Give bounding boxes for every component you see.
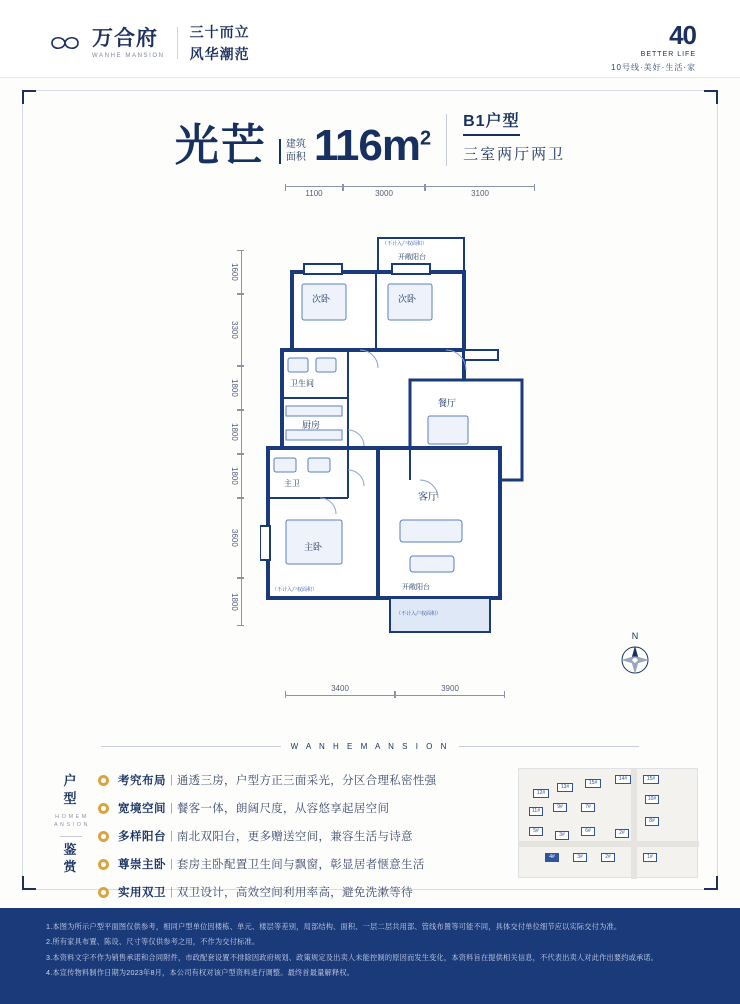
site-block[interactable]: 7# — [581, 803, 595, 812]
compass-rose — [615, 631, 655, 682]
title-divider — [446, 114, 447, 166]
feature-title: 考究布局 — [118, 775, 166, 787]
site-block[interactable]: 3# — [555, 831, 569, 840]
brand-tagline-cn: 10号线·美好·生活·家 — [611, 63, 696, 72]
site-block[interactable]: 10# — [645, 795, 659, 804]
site-block[interactable]: 14# — [615, 775, 631, 784]
frame-corner-bottom-right — [704, 876, 718, 890]
site-block[interactable]: 13# — [557, 783, 573, 792]
features-label-bar — [60, 836, 82, 837]
area-superscript: 2 — [419, 127, 431, 150]
dim-left-2: 1800 — [230, 366, 242, 410]
area-label — [279, 139, 306, 164]
site-block[interactable]: 15# — [585, 779, 601, 788]
site-block[interactable]: 11# — [529, 807, 543, 816]
footer-disclaimer — [0, 908, 740, 1004]
feature-title: 多样阳台 — [118, 831, 166, 843]
room-label-living: 客厅 — [418, 492, 438, 503]
site-block[interactable]: 8# — [645, 817, 659, 826]
site-map — [518, 768, 698, 878]
features-list — [98, 772, 478, 912]
features-label-en-1: H O M E M A N S I O N — [54, 814, 88, 829]
unit-info — [463, 108, 565, 164]
dimension-column-left — [230, 250, 252, 626]
dimension-row-bottom — [285, 684, 535, 696]
dim-top-0: 1100 — [285, 186, 343, 198]
feature-item — [98, 884, 478, 900]
bullet-icon — [98, 887, 109, 898]
logo-slogan-top: 三十而立 — [189, 24, 250, 40]
feature-separator: | — [170, 858, 173, 870]
feature-title: 实用双卫 — [118, 887, 166, 899]
room-label-dining: 餐厅 — [438, 398, 457, 408]
frame-corner-top-left — [22, 90, 36, 104]
room-label-master-bedroom: 主卧 — [304, 542, 323, 552]
plan-note-0: （不计入户权面积） — [382, 241, 428, 247]
features-label-char-2: 型 — [63, 790, 79, 806]
feature-item — [98, 772, 478, 788]
logo-slogan — [190, 22, 250, 64]
bullet-icon — [98, 803, 109, 814]
site-block[interactable]: 15# — [643, 775, 659, 784]
site-block[interactable]: 2# — [601, 853, 615, 862]
dim-left-4: 1800 — [230, 454, 242, 498]
feature-desc: 双卫设计，高效空间利用率高，避免洗漱等待 — [176, 887, 413, 899]
plan-note-2: （不计入户权面积） — [272, 587, 318, 593]
unit-room-count: 三室两厅两卫 — [463, 146, 566, 163]
dim-bottom-0: 3400 — [285, 684, 395, 696]
infinity-icon — [46, 30, 84, 56]
site-block[interactable]: 2# — [615, 829, 629, 838]
feature-item — [98, 800, 478, 816]
brand-secondary — [611, 22, 696, 73]
disclaimer-line: 1.本图为所示户型平面图仅供参考，相同户型单位因楼栋、单元、楼层等差别，局部结构、面积、一层二层共用部、管线布置等可能不同，具体交付单位细节应以实际交付为准。 — [46, 922, 622, 931]
disclaimer-line: 4.本宣传物料制作日期为2023年8月，本公司有权对该户型资料进行调整。最终首最量解释权。 — [46, 968, 355, 978]
dim-left-3: 1800 — [230, 410, 242, 454]
feature-separator: | — [170, 830, 173, 842]
ribbon-line-left — [101, 746, 281, 747]
disclaimer-line: 3.本资料文字不作为销售承诺和合同附件，市政配套设置不排除因政府规划、政策规定及出卖人未能控制的原因而发生变化，本资料旨在提供相关信息，不代表出卖人对此作出要约或承诺。 — [46, 952, 659, 962]
page-title — [0, 108, 740, 168]
logo-chinese-name: 万合府 — [92, 26, 158, 50]
feature-desc: 南北双阳台，更多赠送空间，兼容生活与诗意 — [176, 831, 413, 843]
feature-title: 尊崇主卧 — [118, 859, 166, 871]
feature-desc: 通透三房，户型方正三面采光，分区合理私密性强 — [176, 775, 437, 787]
feature-separator: | — [170, 802, 173, 814]
area-label-line1: 建筑 — [285, 139, 306, 150]
unit-type-badge: B1户型 — [463, 108, 519, 136]
floor-plan-drawing — [260, 230, 550, 665]
area-value — [313, 121, 431, 170]
dim-left-6: 1800 — [230, 578, 242, 626]
site-block[interactable]: 5# — [529, 827, 543, 836]
dim-top-2: 3100 — [425, 186, 535, 198]
bullet-icon — [98, 831, 109, 842]
feature-desc: 套房主卧配置卫生间与飘窗，彰显居者惬意生活 — [176, 859, 425, 871]
site-block[interactable]: 9# — [553, 803, 567, 812]
area-label-line2: 面积 — [285, 151, 306, 163]
brand-logo — [46, 22, 250, 64]
brand-tagline-en: BETTER LIFE — [640, 51, 696, 58]
feature-separator: | — [170, 886, 173, 898]
logo-divider — [177, 27, 178, 59]
features-label-char-1: 户 — [63, 773, 79, 788]
room-label-bathroom: 卫生间 — [290, 379, 314, 388]
brand-ribbon — [0, 742, 740, 751]
ribbon-text: W A N H E M A N S I O N — [290, 742, 450, 751]
site-block[interactable]: 3# — [573, 853, 587, 862]
floor-plan-area — [60, 180, 680, 740]
site-block-highlighted[interactable]: 4# — [545, 853, 559, 862]
bullet-icon — [98, 859, 109, 870]
feature-item — [98, 856, 478, 872]
room-label-bedroom-2: 次卧 — [312, 294, 331, 304]
site-block[interactable]: 12# — [533, 789, 549, 798]
site-block[interactable]: 1# — [643, 853, 657, 862]
feature-separator: | — [170, 774, 173, 786]
plan-note-1: （不计入户权面积） — [396, 611, 442, 617]
dim-top-1: 3000 — [343, 186, 425, 198]
page-header — [0, 0, 740, 78]
compass-icon — [618, 643, 652, 677]
room-label-master-bath: 主卫 — [284, 479, 300, 488]
room-label-balcony-south: 开敞阳台 — [402, 584, 430, 591]
dimension-row-top — [285, 186, 535, 198]
site-map-road — [519, 841, 699, 847]
logo-slogan-bottom: 风华潮范 — [189, 46, 250, 62]
dim-bottom-1: 3900 — [395, 684, 505, 696]
features-section-label — [54, 772, 88, 876]
feature-title: 宽境空间 — [118, 803, 166, 815]
feature-desc: 餐客一体，朗阔尺度，从容悠享起居空间 — [176, 803, 390, 815]
features-label-char-3: 鉴 — [63, 841, 79, 857]
dim-left-5: 3600 — [230, 498, 242, 578]
compass-north-label: N — [631, 631, 639, 641]
ribbon-line-right — [459, 746, 639, 747]
feature-item — [98, 828, 478, 844]
bullet-icon — [98, 775, 109, 786]
site-block[interactable]: 6# — [581, 827, 595, 836]
area-number: 116m — [313, 121, 420, 170]
site-map-road — [631, 769, 637, 879]
features-label-char-4: 赏 — [63, 859, 79, 875]
logo-english-name: WANHE MANSION — [92, 52, 165, 59]
dim-left-1: 3300 — [230, 294, 242, 366]
room-label-balcony-north: 开敞阳台 — [398, 254, 426, 261]
disclaimer-line: 2.所有家具布置、陈设、尺寸等仅供参考之用，不作为交付标准。 — [46, 937, 260, 947]
dim-left-0: 1600 — [230, 250, 242, 294]
frame-corner-top-right — [704, 90, 718, 104]
room-label-kitchen: 厨房 — [302, 420, 321, 430]
brand-number: 40 — [669, 20, 696, 50]
room-label-bedroom-3: 次卧 — [398, 294, 417, 304]
frame-corner-bottom-left — [22, 876, 36, 890]
plan-name: 光芒 — [174, 121, 267, 170]
